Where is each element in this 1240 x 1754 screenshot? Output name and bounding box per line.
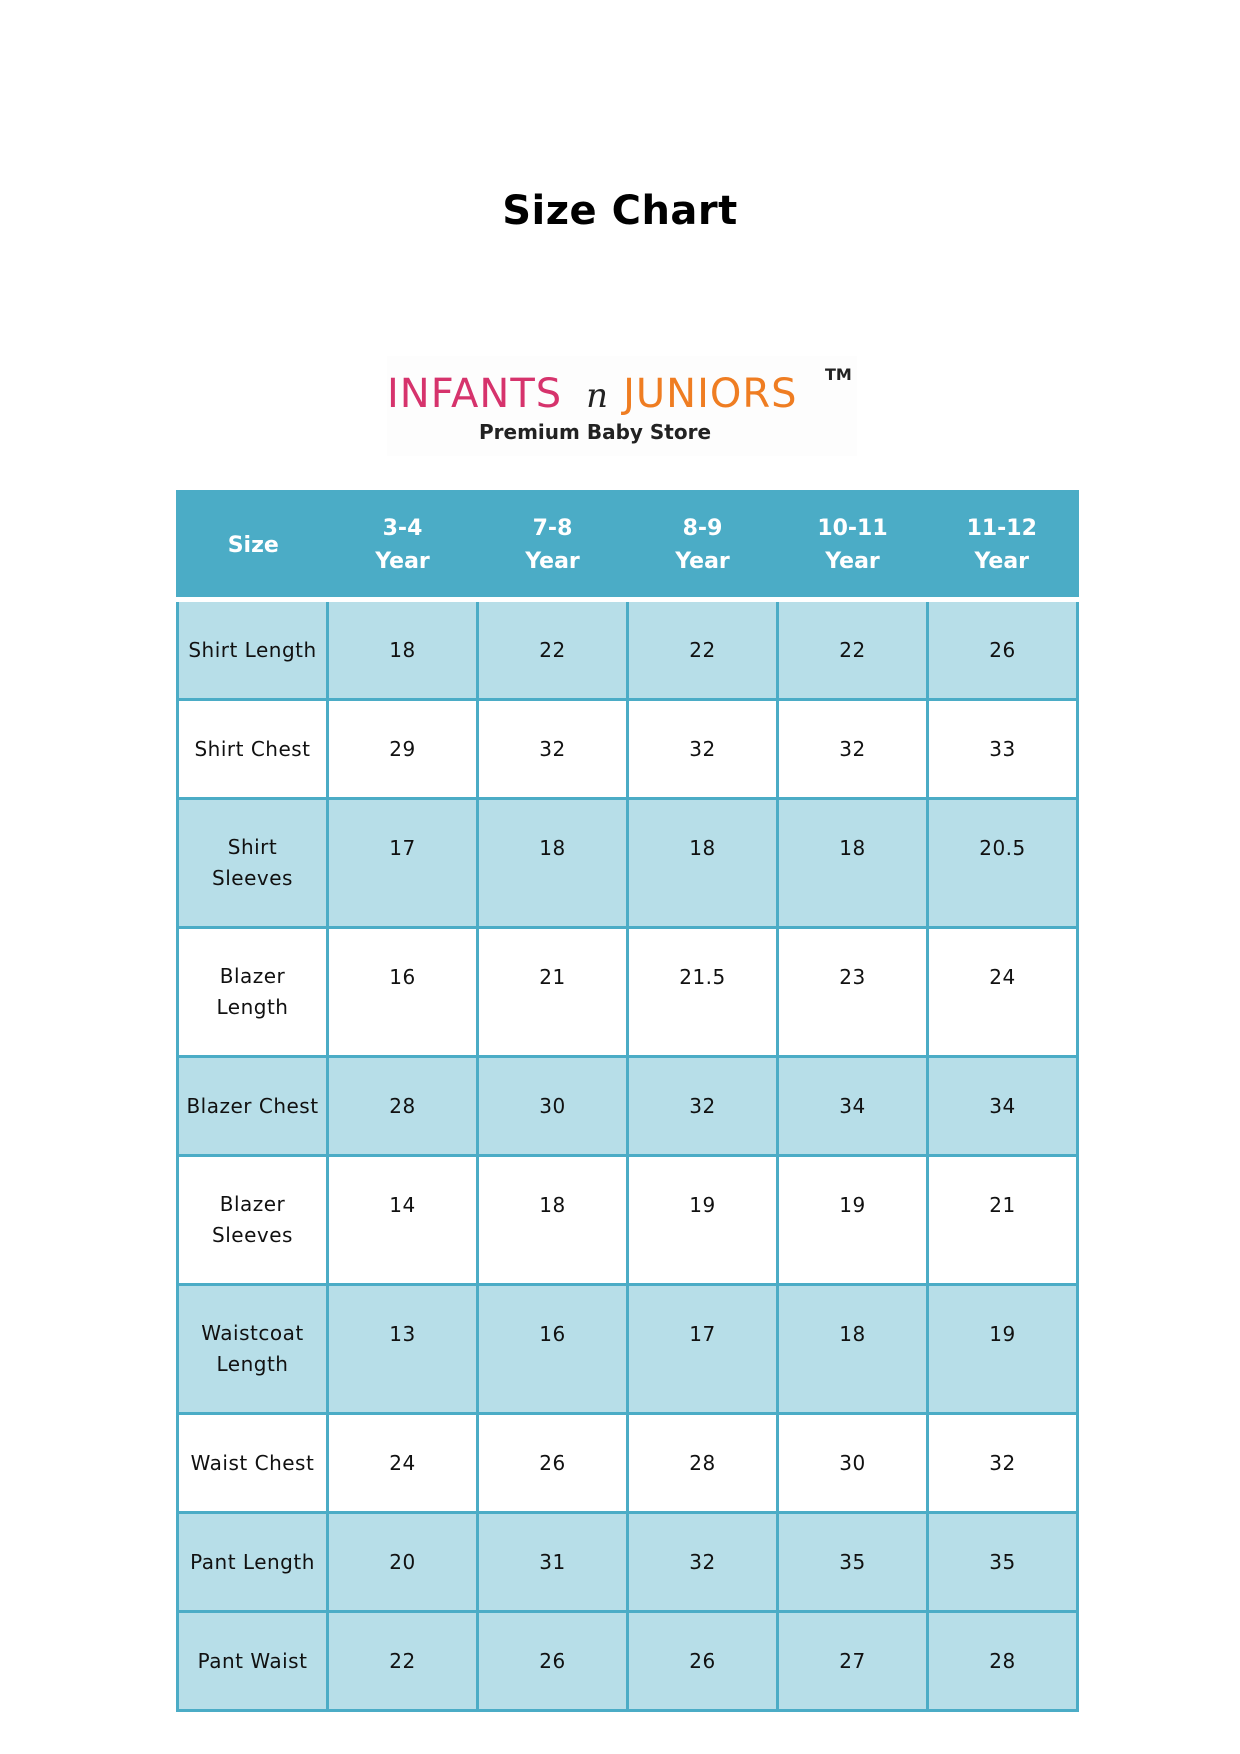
row-label bbox=[178, 799, 328, 928]
logo-connector-text: n bbox=[586, 376, 610, 416]
header-line1: 7-8 bbox=[532, 516, 573, 541]
table-cell: 19 bbox=[778, 1156, 928, 1285]
table-row bbox=[178, 1513, 1078, 1612]
table-cell: 21 bbox=[928, 1156, 1078, 1285]
table-cell: 34 bbox=[928, 1057, 1078, 1156]
table-cell: 35 bbox=[928, 1513, 1078, 1612]
table-row bbox=[178, 799, 1078, 928]
table-cell: 18 bbox=[478, 799, 628, 928]
header-line2: Year bbox=[974, 549, 1030, 574]
table-cell: 22 bbox=[778, 600, 928, 700]
table-cell: 33 bbox=[928, 700, 1078, 799]
table-cell: 16 bbox=[328, 928, 478, 1057]
header-line1: 3-4 bbox=[382, 516, 423, 541]
table-cell: 22 bbox=[628, 600, 778, 700]
table-cell: 18 bbox=[778, 1285, 928, 1414]
row-label bbox=[178, 1414, 328, 1513]
table-cell: 19 bbox=[928, 1285, 1078, 1414]
header-line1: 10-11 bbox=[817, 516, 888, 541]
table-cell: 32 bbox=[628, 1513, 778, 1612]
table-cell: 26 bbox=[928, 600, 1078, 700]
table-cell: 13 bbox=[328, 1285, 478, 1414]
table-cell: 32 bbox=[628, 700, 778, 799]
row-label-line1: Shirt bbox=[227, 835, 278, 859]
size-table-header bbox=[178, 492, 1078, 600]
logo-infants-text: INFANTS bbox=[387, 371, 563, 417]
table-cell: 20.5 bbox=[928, 799, 1078, 928]
table-cell: 30 bbox=[778, 1414, 928, 1513]
row-label bbox=[178, 600, 328, 700]
header-line1: Size bbox=[227, 532, 279, 558]
table-cell: 22 bbox=[328, 1612, 478, 1711]
table-cell: 16 bbox=[478, 1285, 628, 1414]
row-label-line2: Length bbox=[216, 1352, 289, 1376]
table-cell: 35 bbox=[778, 1513, 928, 1612]
table-cell: 28 bbox=[328, 1057, 478, 1156]
table-row bbox=[178, 1057, 1078, 1156]
row-label-line1: Blazer bbox=[219, 964, 286, 988]
row-label-line1: Shirt Length bbox=[188, 637, 317, 662]
header-cell-8-9 bbox=[628, 492, 778, 600]
table-cell: 29 bbox=[328, 700, 478, 799]
header-cell-3-4 bbox=[328, 492, 478, 600]
table-cell: 32 bbox=[928, 1414, 1078, 1513]
row-label-line1: Waist Chest bbox=[190, 1450, 315, 1475]
table-row bbox=[178, 700, 1078, 799]
table-cell: 20 bbox=[328, 1513, 478, 1612]
row-label-line1: Pant Length bbox=[190, 1549, 315, 1574]
row-label bbox=[178, 1285, 328, 1414]
size-table-body bbox=[178, 600, 1078, 1711]
table-cell: 18 bbox=[478, 1156, 628, 1285]
logo-tagline: Premium Baby Store bbox=[479, 420, 712, 444]
table-row bbox=[178, 1156, 1078, 1285]
table-cell: 28 bbox=[928, 1612, 1078, 1711]
row-label bbox=[178, 928, 328, 1057]
table-row bbox=[178, 1612, 1078, 1711]
table-cell: 24 bbox=[328, 1414, 478, 1513]
table-cell: 26 bbox=[628, 1612, 778, 1711]
row-label-line1: Waistcoat bbox=[201, 1321, 304, 1345]
table-cell: 21.5 bbox=[628, 928, 778, 1057]
header-line2: Year bbox=[375, 549, 430, 574]
row-label bbox=[178, 700, 328, 799]
header-line2: Year bbox=[825, 549, 880, 574]
table-cell: 21 bbox=[478, 928, 628, 1057]
row-label bbox=[178, 1513, 328, 1612]
table-cell: 22 bbox=[478, 600, 628, 700]
row-label-line1: Blazer Chest bbox=[186, 1093, 319, 1118]
header-line2: Year bbox=[525, 549, 580, 574]
table-cell: 28 bbox=[628, 1414, 778, 1513]
table-cell: 18 bbox=[628, 799, 778, 928]
header-cell-size bbox=[178, 492, 328, 600]
table-row bbox=[178, 1414, 1078, 1513]
table-cell: 30 bbox=[478, 1057, 628, 1156]
row-label-line1: Pant Waist bbox=[197, 1648, 308, 1673]
header-line1: 11-12 bbox=[966, 516, 1037, 541]
row-label bbox=[178, 1156, 328, 1285]
table-cell: 18 bbox=[328, 600, 478, 700]
table-cell: 17 bbox=[628, 1285, 778, 1414]
brand-logo bbox=[387, 356, 857, 456]
size-table bbox=[176, 490, 1079, 1712]
table-cell: 32 bbox=[778, 700, 928, 799]
header-cell-11-12 bbox=[928, 492, 1078, 600]
table-row bbox=[178, 600, 1078, 700]
header-row bbox=[178, 492, 1078, 600]
table-cell: 18 bbox=[778, 799, 928, 928]
header-line2: Year bbox=[675, 549, 730, 574]
row-label-line2: Length bbox=[216, 995, 289, 1019]
header-line1: 8-9 bbox=[682, 516, 723, 541]
logo-juniors-text: JUNIORS bbox=[623, 371, 798, 417]
table-cell: 26 bbox=[478, 1612, 628, 1711]
table-row bbox=[178, 928, 1078, 1057]
table-cell: 17 bbox=[328, 799, 478, 928]
logo-trademark: TM bbox=[825, 365, 852, 384]
table-cell: 19 bbox=[628, 1156, 778, 1285]
row-label-line2: Sleeves bbox=[212, 866, 293, 890]
table-row bbox=[178, 1285, 1078, 1414]
table-cell: 14 bbox=[328, 1156, 478, 1285]
table-cell: 34 bbox=[778, 1057, 928, 1156]
header-cell-7-8 bbox=[478, 492, 628, 600]
table-cell: 24 bbox=[928, 928, 1078, 1057]
header-cell-10-11 bbox=[778, 492, 928, 600]
table-cell: 32 bbox=[478, 700, 628, 799]
table-cell: 23 bbox=[778, 928, 928, 1057]
table-cell: 31 bbox=[478, 1513, 628, 1612]
row-label bbox=[178, 1612, 328, 1711]
row-label-line2: Sleeves bbox=[212, 1223, 293, 1247]
table-cell: 26 bbox=[478, 1414, 628, 1513]
row-label-line1: Shirt Chest bbox=[194, 736, 311, 761]
logo-wordmark bbox=[387, 370, 857, 420]
row-label-line1: Blazer bbox=[219, 1192, 286, 1216]
page-title: Size Chart bbox=[502, 188, 738, 234]
row-label bbox=[178, 1057, 328, 1156]
table-cell: 32 bbox=[628, 1057, 778, 1156]
table-cell: 27 bbox=[778, 1612, 928, 1711]
